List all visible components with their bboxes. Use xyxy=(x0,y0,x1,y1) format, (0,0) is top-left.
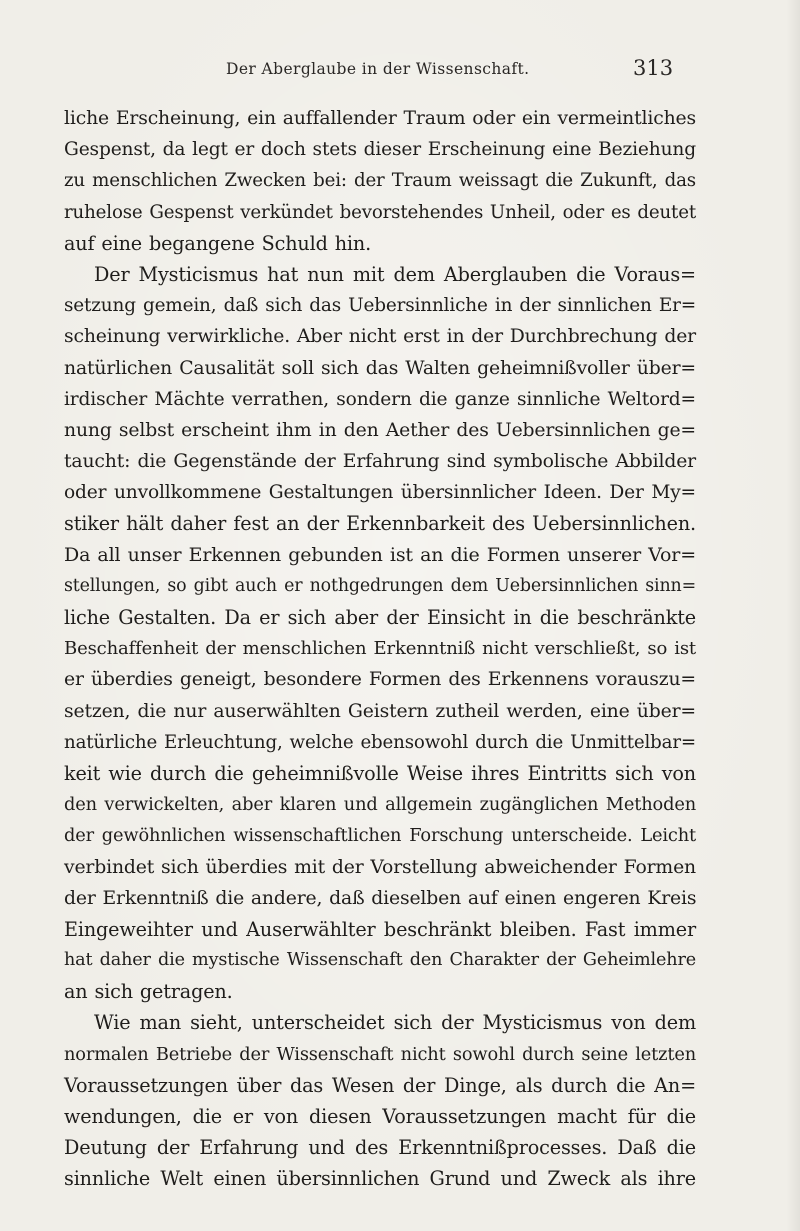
text-line: keit wie durch die geheimnißvolle Weise ihres Eintritts sich von xyxy=(64,761,696,785)
text-line: Da all unser Erkennen gebunden ist an die Formen unserer Vor= xyxy=(64,543,696,566)
text-line: scheinung verwirkliche. Aber nicht erst in der Durchbrechung der xyxy=(64,326,696,348)
text-line: Wie man sieht, unterscheidet sich der Mysticismus von dem xyxy=(94,1011,696,1035)
text-line: Gespenst, da legt er doch stets dieser Erscheinung eine Beziehung xyxy=(64,139,697,161)
text-line: normalen Betriebe der Wissenschaft nicht sowohl durch seine letzten xyxy=(64,1043,696,1065)
page-edge-shadow xyxy=(786,0,800,1231)
running-title: Der Aberglaube in der Wissenschaft. xyxy=(226,60,530,78)
text-line: natürlichen Causalität soll sich das Walten geheimnißvoller über= xyxy=(64,357,696,379)
text-line: liche Gestalten. Da er sich aber der Einsicht in die beschränkte xyxy=(64,606,696,629)
text-line: setzen, die nur auserwählten Geistern zutheil werden, eine über= xyxy=(64,700,696,722)
text-line: wendungen, die er von diesen Voraussetzungen macht für die xyxy=(64,1105,696,1128)
text-line: Der Mysticismus hat nun mit dem Aberglauben die Voraus= xyxy=(94,262,696,286)
text-line: nung selbst erscheint ihm in den Aether des Uebersinnlichen ge= xyxy=(64,419,696,441)
text-line: setzung gemein, daß sich das Uebersinnliche in der sinnlichen Er= xyxy=(64,295,696,317)
text-line: natürliche Erleuchtung, welche ebensowohl durch die Unmittelbar= xyxy=(64,731,696,753)
text-line: Eingeweihter und Auserwählter beschränkt bleiben. Fast immer xyxy=(64,917,696,941)
text-line: ruhelose Gespenst verkündet bevorstehendes Unheil, oder es deutet xyxy=(64,201,696,223)
running-header xyxy=(0,56,800,86)
text-line: Beschaffenheit der menschlichen Erkenntniß nicht verschließt, so ist xyxy=(64,638,696,660)
text-line: stiker hält daher fest an der Erkennbarkeit des Uebersinnlichen. xyxy=(64,512,696,536)
text-line: oder unvollkommene Gestaltungen übersinnlicher Ideen. Der My= xyxy=(64,482,696,504)
text-line: liche Erscheinung, ein auffallender Traum oder ein vermeintliches xyxy=(64,108,696,129)
text-line: hat daher die mystische Wissenschaft den Charakter der Geheimlehre xyxy=(64,950,696,971)
text-line: Deutung der Erfahrung und des Erkenntnißprocesses. Daß die xyxy=(64,1136,696,1160)
text-line: auf eine begangene Schuld hin. xyxy=(64,231,372,255)
text-line: an sich getragen. xyxy=(64,980,233,1004)
text-line: den verwickelten, aber klaren und allgemein zugänglichen Methoden xyxy=(64,794,696,816)
text-line: zu menschlichen Zwecken bei: der Traum weissagt die Zukunft, das xyxy=(64,170,696,192)
text-line: der gewöhnlichen wissenschaftlichen Forschung unterscheide. Leicht xyxy=(64,825,696,847)
page-number: 313 xyxy=(633,56,674,80)
text-line: sinnliche Welt einen übersinnlichen Grund und Zweck als ihre xyxy=(64,1167,696,1191)
text-line: Voraussetzungen über das Wesen der Dinge, als durch die An= xyxy=(64,1073,696,1097)
text-line: stellungen, so gibt auch er nothgedrungen dem Uebersinnlichen sinn= xyxy=(64,575,696,596)
text-line: der Erkenntniß die andere, daß dieselben auf einen engeren Kreis xyxy=(64,887,697,909)
text-line: verbindet sich überdies mit der Vorstellung abweichender Formen xyxy=(64,856,696,878)
body-text xyxy=(64,103,696,1195)
text-line: er überdies geneigt, besondere Formen des Erkennens vorauszu= xyxy=(64,669,696,691)
text-line: irdischer Mächte verrathen, sondern die ganze sinnliche Weltord= xyxy=(64,388,696,410)
text-line: taucht: die Gegenstände der Erfahrung sind symbolische Abbilder xyxy=(64,451,696,473)
